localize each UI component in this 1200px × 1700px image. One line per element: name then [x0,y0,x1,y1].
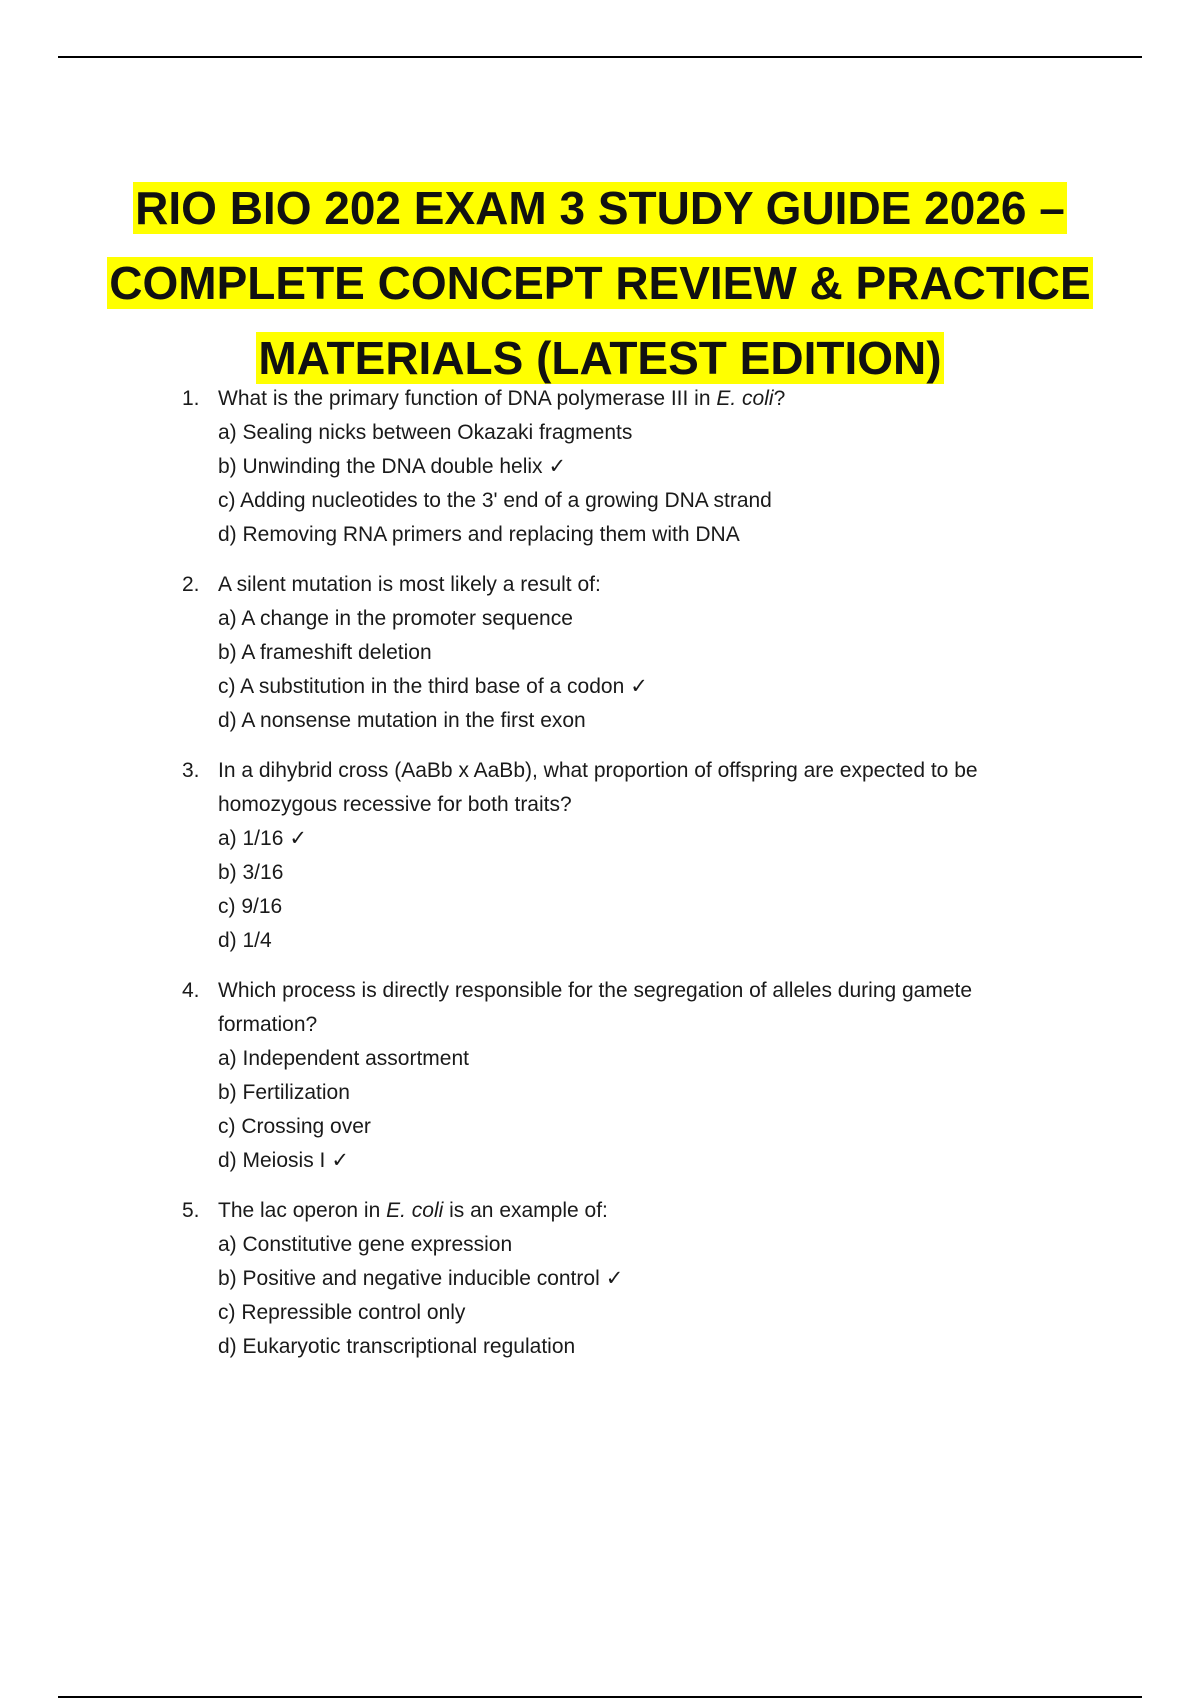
answer-option [218,484,1062,518]
answer-option [218,822,1062,856]
answer-option-text: b) Fertilization [218,1081,350,1104]
answer-option [218,1110,1062,1144]
question-text-tail: is an example of: [443,1199,608,1222]
answer-options [218,602,1062,738]
answer-option [218,416,1062,450]
question-list [182,382,1062,1380]
answer-option [218,518,1062,552]
answer-option-text: c) Repressible control only [218,1301,466,1324]
answer-option [218,924,1062,958]
species-name: E. coli [716,387,774,410]
answer-option-text: c) Adding nucleotides to the 3' end of a growing DNA strand [218,489,772,512]
question-number: 4. [182,979,200,1002]
check-mark-icon: ✓ [289,827,307,850]
answer-option [218,856,1062,890]
answer-option-text: c) 9/16 [218,895,283,918]
question-number: 5. [182,1199,200,1222]
check-mark-icon: ✓ [630,675,648,698]
answer-options [218,416,1062,552]
question-item [182,1194,1062,1364]
answer-option [218,1262,1062,1296]
question-text [218,382,1062,416]
answer-option-text: b) 3/16 [218,861,284,884]
question-number: 3. [182,759,200,782]
question-text [218,974,1062,1042]
page-title [60,171,1140,396]
answer-option [218,1042,1062,1076]
answer-option-text: c) Crossing over [218,1115,371,1138]
bottom-rule [58,1696,1142,1698]
top-rule [58,56,1142,58]
answer-option [218,704,1062,738]
answer-options [218,1228,1062,1364]
question-text-tail: ? [773,387,786,410]
answer-option-text: b) A frameshift deletion [218,641,432,664]
check-mark-icon: ✓ [331,1149,349,1172]
answer-option [218,670,1062,704]
answer-option-text: d) 1/4 [218,929,272,952]
question-text [218,1194,1062,1228]
answer-option-text: d) Eukaryotic transcriptional regulation [218,1335,576,1358]
answer-option-text: b) Positive and negative inducible control [218,1267,600,1290]
answer-option [218,890,1062,924]
question-text [218,568,1062,602]
answer-options [218,1042,1062,1178]
question-item [182,754,1062,958]
answer-option-text: a) 1/16 [218,827,284,850]
answer-option-text: b) Unwinding the DNA double helix [218,455,543,478]
question-item [182,382,1062,552]
check-mark-icon: ✓ [548,455,567,478]
answer-option-text: c) A substitution in the third base of a codon [218,675,625,698]
answer-option [218,1296,1062,1330]
question-number: 2. [182,573,200,596]
answer-option [218,602,1062,636]
title-highlight: RIO BIO 202 EXAM 3 STUDY GUIDE 2026 – COMPLETE CONCEPT REVIEW & PRACTICE MATERIALS (LATEST EDITION) [109,181,1091,384]
question-text-main: Which process is directly responsible for the segregation of alleles during gamete formation? [218,979,973,1036]
answer-options [218,822,1062,958]
answer-option [218,1330,1062,1364]
answer-option [218,636,1062,670]
answer-option-text: d) Removing RNA primers and replacing them with DNA [218,523,740,546]
answer-option-text: d) A nonsense mutation in the first exon [218,709,586,732]
answer-option [218,1144,1062,1178]
answer-option-text: a) A change in the promoter sequence [218,607,573,630]
answer-option [218,450,1062,484]
answer-option [218,1228,1062,1262]
question-text-main: What is the primary function of DNA polymerase III in [218,387,717,410]
check-mark-icon: ✓ [605,1267,624,1290]
question-text [218,754,1062,822]
question-number: 1. [182,387,200,410]
answer-option-text: a) Independent assortment [218,1047,469,1070]
answer-option-text: a) Constitutive gene expression [218,1233,513,1256]
species-name: E. coli [386,1199,444,1222]
question-item [182,568,1062,738]
answer-option-text: d) Meiosis I [218,1149,326,1172]
answer-option-text: a) Sealing nicks between Okazaki fragments [218,421,633,444]
answer-option [218,1076,1062,1110]
question-text-main: A silent mutation is most likely a result of: [218,573,601,596]
question-item [182,974,1062,1178]
question-text-main: The lac operon in [218,1199,387,1222]
question-text-main: In a dihybrid cross (AaBb x AaBb), what proportion of offspring are expected to be homozygous recessive for both traits? [218,759,978,816]
